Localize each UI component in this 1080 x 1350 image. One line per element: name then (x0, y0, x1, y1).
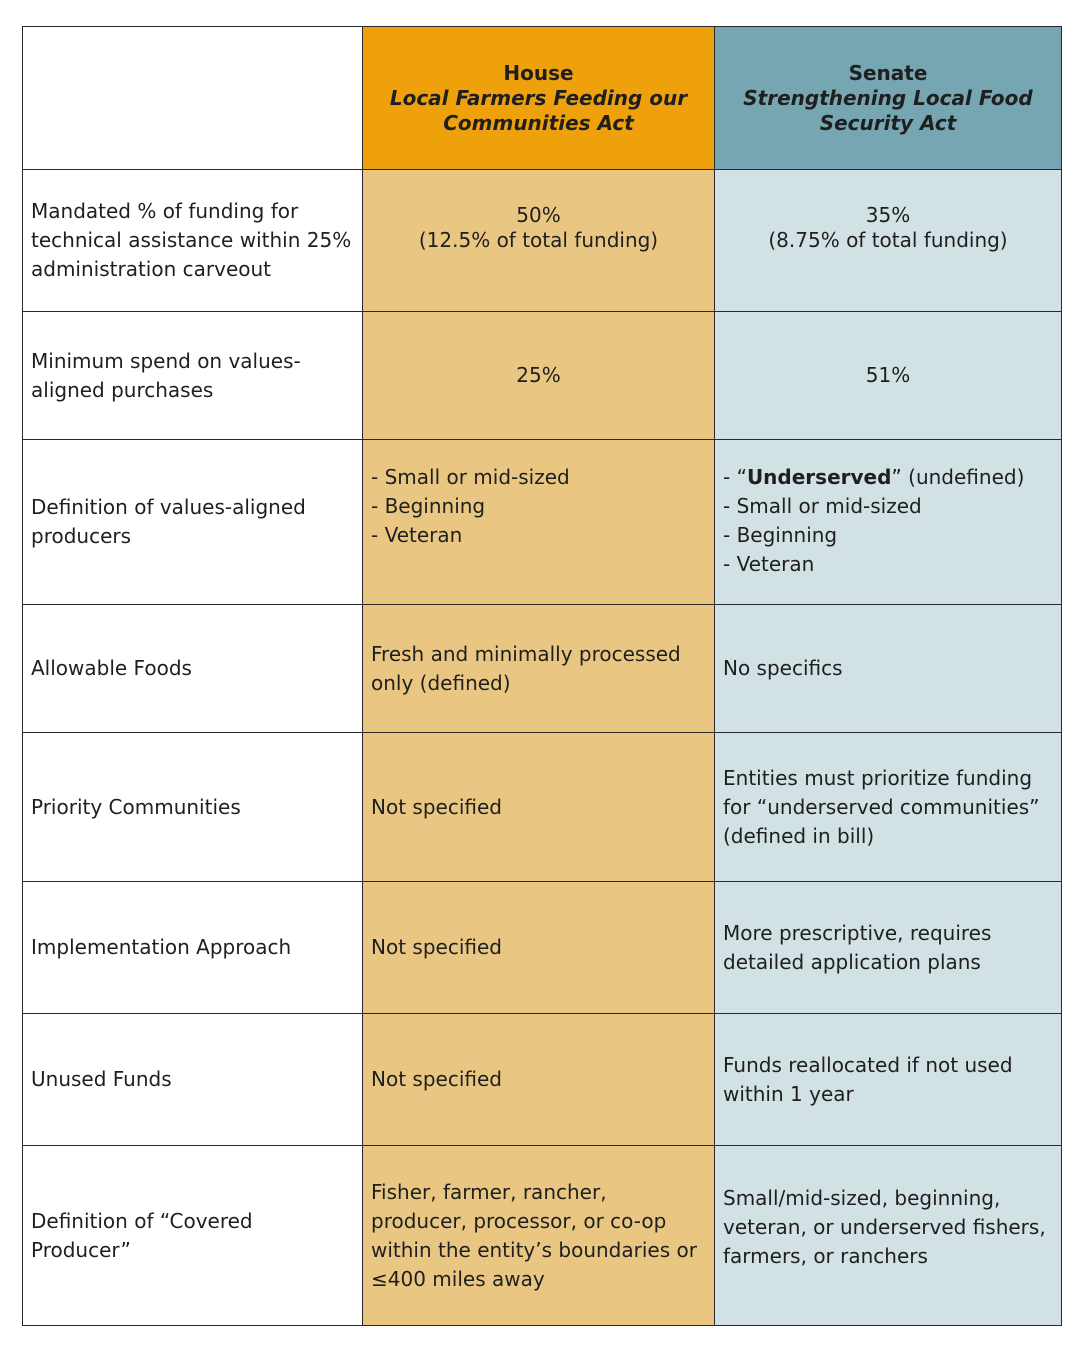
row-label: Unused Funds (23, 1014, 363, 1146)
table-row (23, 733, 1062, 882)
senate-cell: Entities must prioritize funding for “underserved communities” (defined in bill) (715, 733, 1062, 882)
table-row (23, 605, 1062, 733)
house-value: 50% (516, 202, 561, 227)
row-label: Definition of “Covered Producer” (23, 1146, 363, 1326)
corner-cell (23, 27, 363, 170)
table-row (23, 170, 1062, 312)
house-cell: 25% (363, 312, 715, 440)
senate-cell: More prescriptive, requires detailed application plans (715, 882, 1062, 1014)
senate-cell (715, 440, 1062, 605)
list-item: - Small or mid-sized (371, 465, 570, 489)
senate-act-name: Strengthening Local Food Security Act (743, 85, 1033, 135)
senate-value-note: (8.75% of total funding) (768, 227, 1008, 252)
house-chamber-label: House (503, 60, 574, 85)
senate-chamber-label: Senate (848, 60, 928, 85)
list-item: - Beginning (371, 494, 486, 518)
senate-cell: No specifics (715, 605, 1062, 733)
table-row (23, 1146, 1062, 1326)
row-label: Mandated % of funding for technical assistance within 25% administration carveout (23, 170, 363, 312)
senate-cell: 51% (715, 312, 1062, 440)
comparison-table (22, 26, 1062, 1326)
table-row (23, 882, 1062, 1014)
row-label: Definition of values-aligned producers (23, 440, 363, 605)
house-cell: Not specified (363, 882, 715, 1014)
table-row (23, 440, 1062, 605)
senate-cell: Small/mid-sized, beginning, veteran, or underserved fishers, farmers, or ranchers (715, 1146, 1062, 1326)
row-label: Minimum spend on values-aligned purchases (23, 312, 363, 440)
list-item (723, 463, 1053, 492)
quote-suffix: ” (undefined) (891, 465, 1025, 489)
house-act-name: Local Farmers Feeding our Communities Act (389, 85, 688, 135)
table-row (23, 1014, 1062, 1146)
house-value-note: (12.5% of total funding) (418, 227, 659, 252)
row-label: Priority Communities (23, 733, 363, 882)
quote-prefix: - “ (723, 465, 747, 489)
list-item: - Veteran (371, 523, 463, 547)
list-item: - Small or mid-sized (723, 494, 922, 518)
senate-column-header (715, 27, 1062, 170)
house-cell: Fresh and minimally processed only (defined) (363, 605, 715, 733)
list-item: - Veteran (723, 552, 815, 576)
house-cell: Fisher, farmer, rancher, producer, processor, or co-op within the entity’s boundaries or ≤400 miles away (363, 1146, 715, 1326)
house-cell: Not specified (363, 733, 715, 882)
house-cell: Not specified (363, 1014, 715, 1146)
header-row (23, 27, 1062, 170)
house-column-header (363, 27, 715, 170)
emphasis-term: Underserved (746, 465, 892, 489)
table-row (23, 312, 1062, 440)
house-cell (363, 170, 715, 312)
senate-cell (715, 170, 1062, 312)
house-cell (363, 440, 715, 605)
senate-cell: Funds reallocated if not used within 1 year (715, 1014, 1062, 1146)
senate-value: 35% (865, 202, 911, 227)
row-label: Implementation Approach (23, 882, 363, 1014)
list-item: - Beginning (723, 523, 838, 547)
row-label: Allowable Foods (23, 605, 363, 733)
